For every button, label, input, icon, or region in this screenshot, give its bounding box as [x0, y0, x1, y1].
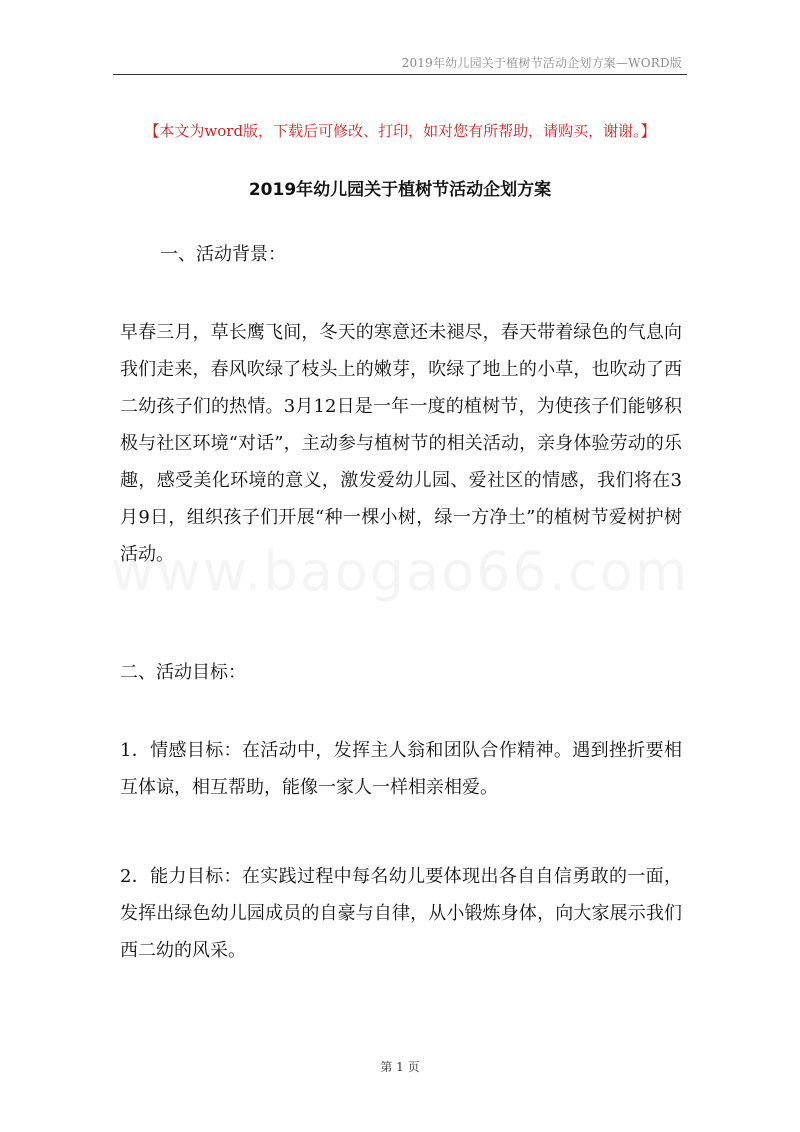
running-header: 2019年幼儿园关于植树节活动企划方案—WORD版	[401, 56, 682, 70]
download-notice: 【本文为word版，下载后可修改、打印，如对您有所帮助，请购买，谢谢。】	[144, 122, 656, 140]
background-paragraph: 早春三月，草长鹰飞间，冬天的寒意还未褪尽，春天带着绿色的气息向我们走来，春风吹绿了枝头上的嫩芽，吹绿了地上的小草，也吹动了西二幼孩子们的热情。3月12日是一年一度的植树节，为使孩子们能够积极与社区环境“对话”，主动参与植树节的相关活动，亲身体验劳动的乐趣，感受美化环境的意义，激发爱幼儿园、爱社区的情感，我们将在3月9日，组织孩子们开展“种一棵小树，绿一方净土”的植树节爱树护树活动。	[120, 322, 682, 565]
goal-item-emotional: 1．情感目标：在活动中，发挥主人翁和团队合作精神。遇到挫折要相互体谅，相互帮助，能像一家人一样相亲相爱。	[120, 740, 682, 798]
goal-item-ability: 2．能力目标：在实践过程中每名幼儿要体现出各自自信勇敢的一面，发挥出绿色幼儿园成员的自豪与自律，从小锻炼身体，向大家展示我们西二幼的风采。	[120, 866, 682, 961]
document-title: 2019年幼儿园关于植树节活动企划方案	[248, 180, 552, 200]
page-number: 第 1 页	[380, 1060, 420, 1074]
section-heading-background: 一、活动背景：	[160, 244, 286, 265]
section-heading-goals: 二、活动目标：	[120, 662, 246, 683]
header-divider	[113, 74, 687, 75]
